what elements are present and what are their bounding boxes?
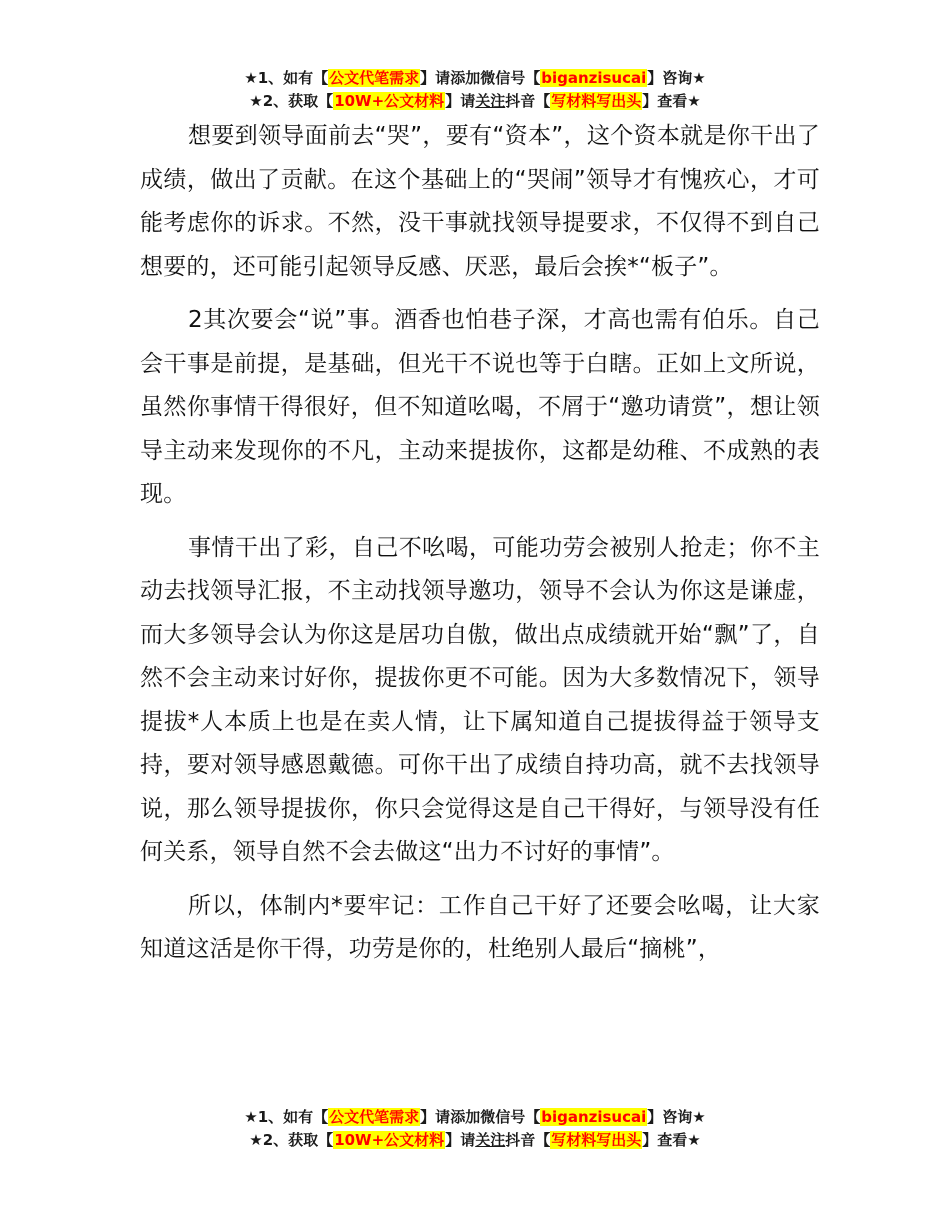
footer-line-2-text-a: 】请 — [445, 1131, 476, 1149]
header-line-2-text-b: 关注 — [475, 92, 506, 110]
header-line-1-prefix: ★1、如有【 — [244, 69, 329, 87]
footer-line-1-text-c: 微信号【 — [480, 1108, 541, 1126]
document-body — [140, 115, 820, 982]
footer-line-2-highlight-materials: 10W+公文材料 — [334, 1131, 445, 1149]
header-line-1 — [0, 67, 950, 90]
footer-line-1-text-b: 添加 — [450, 1108, 481, 1126]
header-line-2-text-a: 】请 — [445, 92, 476, 110]
footer-line-1-text-a: 】请 — [420, 1108, 451, 1126]
footer-line-2-suffix: 】查看★ — [642, 1131, 701, 1149]
footer-line-2-text-b: 关注 — [475, 1131, 506, 1149]
footer-line-1-highlight-wechat: biganzisucai — [541, 1108, 647, 1126]
header-line-2-text-c: 抖音【 — [505, 92, 551, 110]
body-paragraph-4: 所以，体制内*要牢记：工作自己干好了还要会吆喝，让大家知道这活是你干得，功劳是你的，杜绝别人最后“摘桃”， — [140, 892, 820, 962]
header-line-2-highlight-douyin: 写材料写出头 — [551, 92, 642, 110]
header-line-1-highlight-service: 公文代笔需求 — [329, 69, 420, 87]
header-line-2-suffix: 】查看★ — [642, 92, 701, 110]
header-line-2-prefix: ★2、获取【 — [249, 92, 334, 110]
footer-line-2-highlight-douyin: 写材料写出头 — [551, 1131, 642, 1149]
header-line-1-highlight-wechat: biganzisucai — [541, 69, 647, 87]
footer-line-1-prefix: ★1、如有【 — [244, 1108, 329, 1126]
footer-line-1-highlight-service: 公文代笔需求 — [329, 1108, 420, 1126]
footer-line-1 — [0, 1106, 950, 1129]
page-footer — [0, 1106, 950, 1152]
footer-line-2-prefix: ★2、获取【 — [249, 1131, 334, 1149]
page-header — [0, 67, 950, 113]
header-line-2-highlight-materials: 10W+公文材料 — [334, 92, 445, 110]
header-line-1-text-a: 】请 — [420, 69, 451, 87]
body-paragraph-2: 2其次要会“说”事。酒香也怕巷子深，才高也需有伯乐。自己会干事是前提，是基础，但光干不说也等于白瞎。正如上文所说，虽然你事情干得很好，但不知道吆喝，不屑于“邀功请赏”，想让领导主动来发现你的不凡，主动来提拔你，这都是幼稚、不成熟的表现。 — [140, 307, 820, 507]
body-paragraph-3: 事情干出了彩，自己不吆喝，可能功劳会被别人抢走；你不主动去找领导汇报，不主动找领导邀功，领导不会认为你这是谦虚，而大多领导会认为你这是居功自傲，做出点成绩就开始“飘”了，自然不会主动来讨好你，提拔你更不可能。因为大多数情况下，领导提拔*人本质上也是在卖人情，让下属知道自己提拔得益于领导支持，要对领导感恩戴德。可你干出了成绩自持功高，就不去找领导说，那么领导提拔你，你只会觉得这是自己干得好，与领导没有任何关系，领导自然不会去做这“出力不讨好的事情”。 — [140, 534, 820, 865]
body-paragraph-1: 想要到领导面前去“哭”，要有“资本”，这个资本就是你干出了成绩，做出了贡献。在这个基础上的“哭闹”领导才有愧疚心，才可能考虑你的诉求。不然，没干事就找领导提要求，不仅得不到自己想要的，还可能引起领导反感、厌恶，最后会挨*“板子”。 — [140, 123, 820, 280]
footer-line-2 — [0, 1129, 950, 1152]
header-line-1-suffix: 】咨询★ — [647, 69, 706, 87]
footer-line-2-text-c: 抖音【 — [505, 1131, 551, 1149]
header-line-2 — [0, 90, 950, 113]
header-line-1-text-c: 微信号【 — [480, 69, 541, 87]
header-line-1-text-b: 添加 — [450, 69, 481, 87]
footer-line-1-suffix: 】咨询★ — [647, 1108, 706, 1126]
